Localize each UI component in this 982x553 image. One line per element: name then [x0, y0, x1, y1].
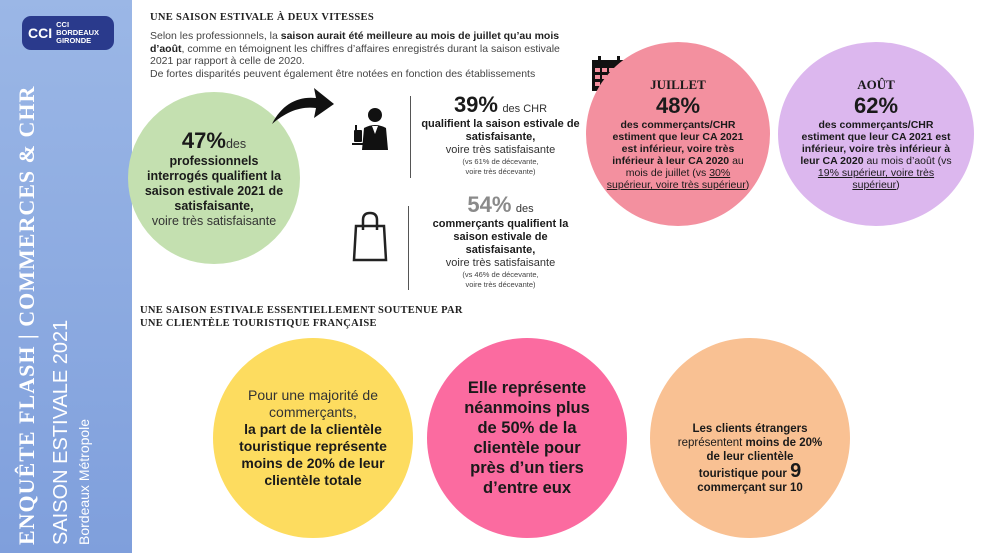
divider-chr	[410, 96, 411, 178]
sidebar	[0, 0, 132, 553]
shopping-bag-icon	[352, 210, 388, 262]
aout-title: AOÛT	[857, 77, 895, 92]
cci-logo-text: CCI BORDEAUX GIRONDE	[56, 20, 100, 45]
intro-text-c: , comme en témoignent les chiffres d’affaires enregistrés durant la saison estivale 2021 par rapport à celle de 2020.	[150, 42, 560, 67]
juillet-underlined-text: 30% supérieur, voire très supérieur	[606, 167, 746, 191]
aout-underlined-text: 19% supérieur, voire très supérieur	[817, 167, 935, 191]
section2-title-line1: UNE SAISON ESTIVALE ESSENTIELLEMENT SOUTENUE PAR	[140, 305, 463, 316]
foreign-clients-a: Les clients étrangers	[692, 422, 808, 435]
section1-title: UNE SAISON ESTIVALE À DEUX VITESSES	[150, 12, 374, 23]
juillet-pct: 48%	[655, 93, 701, 118]
aout-normal-text: au mois d’août (vs	[863, 155, 952, 167]
intro-text-a: Selon les professionnels, la	[150, 30, 281, 42]
section1-intro	[150, 30, 580, 80]
commercants-note2: voire très décevante)	[465, 280, 536, 289]
chr-stat	[418, 92, 583, 177]
foreign-clients-c: moins de 20% de leur clientèle touristique pour	[698, 436, 823, 480]
aout-end-text: )	[896, 179, 900, 191]
divider-commercants	[408, 206, 409, 290]
juillet-title: JUILLET	[650, 77, 706, 92]
tourist-share-circle	[213, 338, 413, 538]
sidebar-subtitle: SAISON ESTIVALE 2021	[50, 319, 72, 545]
waiter-icon	[350, 106, 392, 152]
intro-text-b: saison aurait été meilleure au mois de juillet qu’au mois d’août	[150, 30, 560, 55]
sidebar-location: Bordeaux Métropole	[76, 418, 92, 545]
intro-text-d: De fortes disparités peuvent également être notées en fonction des établissements	[150, 67, 536, 80]
aout-circle	[778, 42, 974, 226]
arrow-icon	[268, 82, 338, 128]
foreign-clients-circle	[650, 338, 850, 538]
commercants-line2: voire très satisfaisante	[445, 257, 556, 269]
overall-pct: 47%	[181, 127, 226, 153]
tourist-share-line1: Pour une majorité de commerçants,	[248, 387, 378, 420]
aout-pct: 62%	[853, 93, 899, 118]
tourist-share-line2: la part de la clientèle touristique représente moins de 20% de leur clientèle totale	[239, 421, 387, 488]
cci-logo-mark: CCI	[28, 25, 53, 41]
foreign-clients-d: commerçant sur 10	[697, 481, 803, 494]
chr-line1: qualifient la saison estivale de satisfaisante,	[421, 118, 580, 143]
commercants-pct: 54%	[467, 192, 512, 217]
commercants-stat	[418, 192, 583, 290]
overall-pct-suffix: des	[225, 136, 247, 151]
foreign-clients-text	[676, 422, 824, 495]
overall-line2: voire très satisfaisante	[151, 213, 277, 228]
commercants-note1: (vs 46% de décevante,	[462, 270, 539, 279]
chr-pct-suffix: des CHR	[502, 103, 548, 115]
sidebar-title: ENQUÊTE FLASH | COMMERCES & CHR	[14, 85, 39, 545]
aout-bold-text: des commerçants/CHR estiment que leur CA 2021 est inférieur, voire très inférieur à leur CA 2020	[800, 119, 951, 167]
majority-share-text: Elle représente néanmoins plus de 50% de la clientèle pour près d’un tiers d’entre eux	[464, 379, 590, 497]
chr-pct: 39%	[453, 92, 498, 117]
juillet-bold-text: des commerçants/CHR estiment que leur CA 2021 est inférieur, voire très inférieur à leur CA 2020	[612, 119, 744, 167]
foreign-clients-b: représentent	[677, 436, 743, 449]
majority-share-circle	[427, 338, 627, 538]
juillet-text	[604, 119, 752, 191]
cci-logo[interactable]	[22, 16, 114, 50]
aout-text	[798, 119, 954, 191]
overall-line1: professionnels interrogés qualifient la saison estivale 2021 de satisfaisante,	[144, 153, 284, 213]
commercants-pct-suffix: des	[515, 203, 534, 215]
chr-note1: (vs 61% de décevante,	[462, 157, 539, 166]
chr-note2: voire très décevante)	[465, 167, 536, 176]
juillet-end-text: )	[745, 179, 750, 191]
juillet-normal-text: au mois de juillet (vs	[625, 155, 744, 179]
foreign-clients-nine: 9	[790, 459, 802, 482]
commercants-line1: commerçants qualifient la saison estivale de satisfaisante,	[432, 218, 569, 256]
juillet-circle	[586, 42, 770, 226]
section2-title-line2: UNE CLIENTÈLE TOURISTIQUE FRANÇAISE	[140, 318, 377, 329]
chr-line2: voire très satisfaisante	[445, 144, 556, 156]
